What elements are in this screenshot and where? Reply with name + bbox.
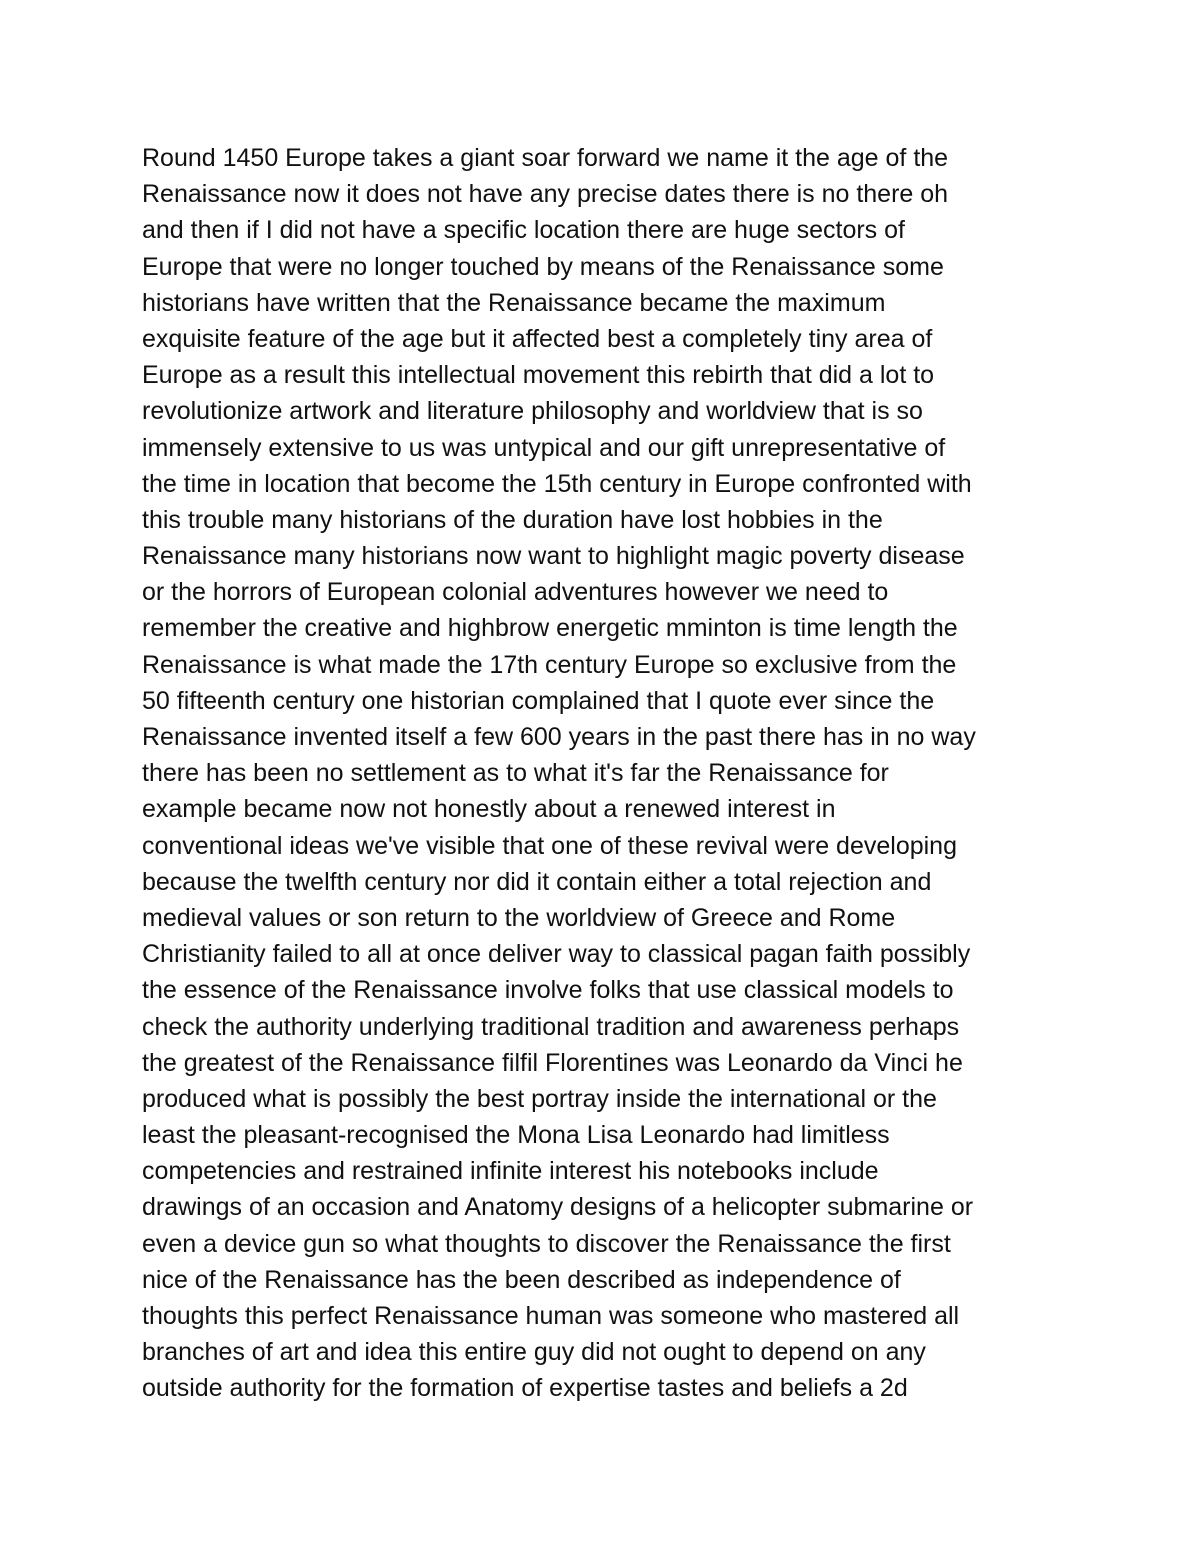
text-line: this trouble many historians of the duration have lost hobbies in the: [142, 505, 883, 534]
text-line: Renaissance invented itself a few 600 years in the past there has in no way: [142, 723, 976, 751]
text-line: Renaissance many historians now want to highlight magic poverty disease: [142, 542, 965, 571]
text-line: because the twelfth century nor did it contain either a total rejection and: [142, 867, 932, 896]
text-line: the greatest of the Renaissance filfil Florentines was Leonardo da Vinci he: [142, 1048, 963, 1077]
text-line: nice of the Renaissance has the been described as independence of: [142, 1265, 901, 1294]
text-line: exquisite feature of the age but it affected best a completely tiny area of: [142, 324, 933, 353]
text-line: outside authority for the formation of expertise tastes and beliefs a 2d: [142, 1374, 908, 1403]
text-line: remember the creative and highbrow energetic mminton is time length the: [142, 614, 958, 643]
text-line: 50 fifteenth century one historian complained that I quote ever since the: [142, 686, 935, 715]
text-line: Europe that were no longer touched by means of the Renaissance some: [142, 252, 944, 281]
text-line: produced what is possibly the best portray inside the international or the: [142, 1084, 937, 1113]
text-line: medieval values or son return to the worldview of Greece and Rome: [142, 903, 896, 932]
text-line: there has been no settlement as to what it's far the Renaissance for: [142, 759, 889, 788]
text-line: Christianity failed to all at once deliver way to classical pagan faith possibly: [142, 940, 971, 969]
text-line: historians have written that the Renaissance became the maximum: [142, 288, 886, 317]
text-line: Round 1450 Europe takes a giant soar forward we name it the age of the: [142, 144, 949, 172]
text-line: least the pleasant-recognised the Mona Lisa Leonardo had limitless: [142, 1121, 890, 1150]
text-line: Renaissance now it does not have any precise dates there is no there oh: [142, 180, 949, 209]
body-text: [142, 140, 1082, 1407]
text-line: example became now not honestly about a renewed interest in: [142, 795, 836, 824]
text-line: conventional ideas we've visible that one of these revival were developing: [142, 831, 957, 860]
text-line: Renaissance is what made the 17th century Europe so exclusive from the: [142, 650, 957, 679]
text-line: even a device gun so what thoughts to discover the Renaissance the first: [142, 1229, 951, 1258]
text-line: Europe as a result this intellectual movement this rebirth that did a lot to: [142, 361, 935, 390]
text-line: the essence of the Renaissance involve folks that use classical models to: [142, 976, 954, 1005]
text-line: thoughts this perfect Renaissance human was someone who mastered all: [142, 1302, 960, 1330]
text-line: or the horrors of European colonial adventures however we need to: [142, 578, 889, 607]
text-line: immensely extensive to us was untypical and our gift unrepresentative of: [142, 433, 946, 462]
text-line: drawings of an occasion and Anatomy designs of a helicopter submarine or: [142, 1193, 974, 1222]
text-line: and then if I did not have a specific location there are huge sectors of: [142, 216, 905, 245]
text-line: branches of art and idea this entire guy did not ought to depend on any: [142, 1338, 926, 1367]
text-line: revolutionize artwork and literature philosophy and worldview that is so: [142, 397, 923, 426]
text-line: the time in location that become the 15th century in Europe confronted with: [142, 469, 972, 498]
text-line: competencies and restrained infinite interest his notebooks include: [142, 1157, 879, 1186]
text-line: check the authority underlying traditional tradition and awareness perhaps: [142, 1012, 960, 1041]
